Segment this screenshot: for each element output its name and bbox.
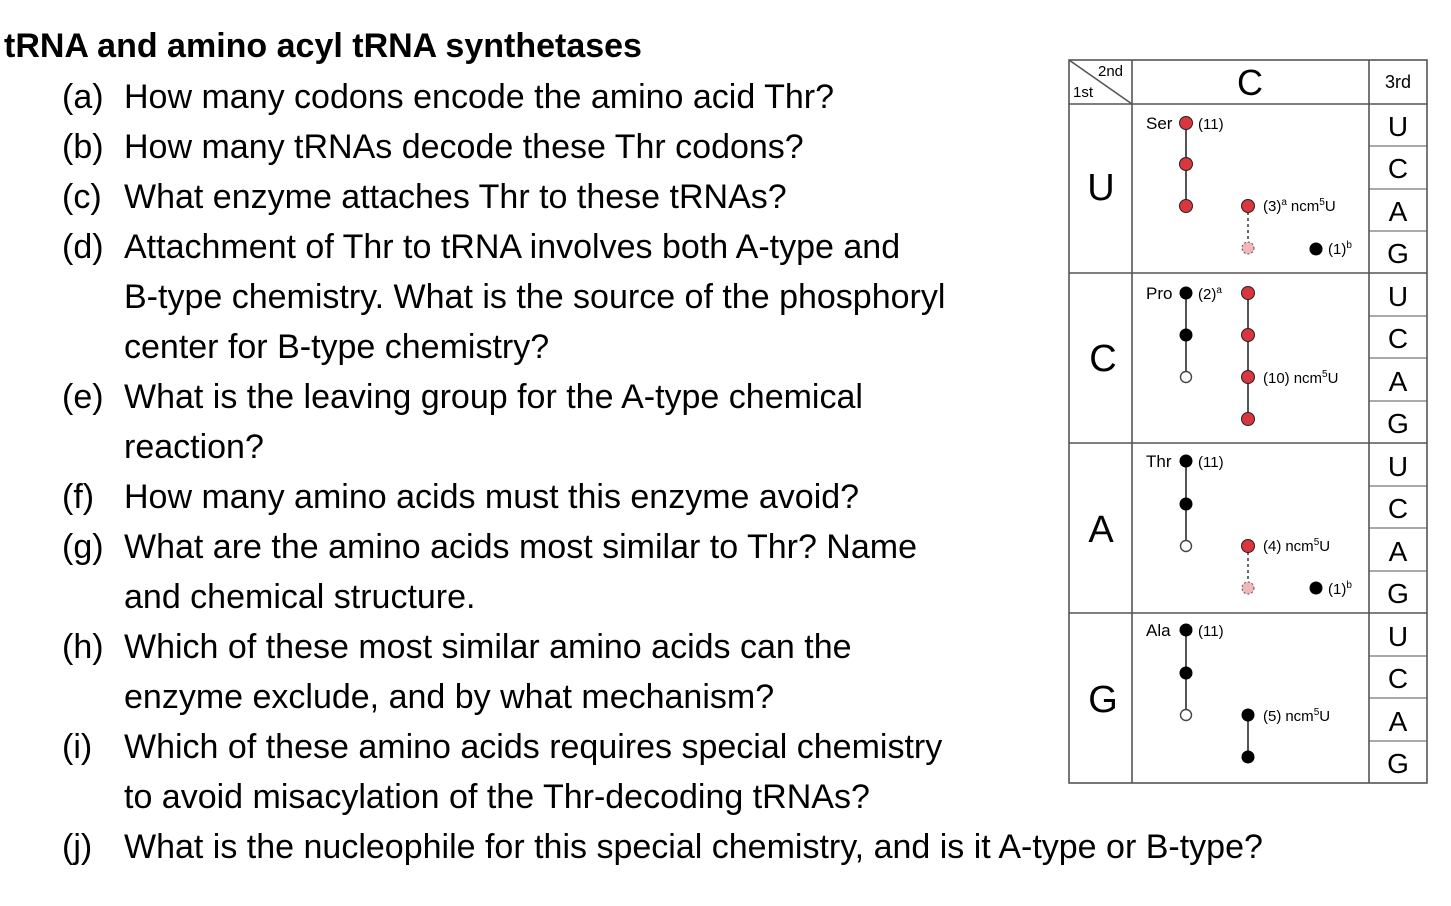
corner-first-label: 1st <box>1073 84 1094 101</box>
trna-dot-black <box>1180 329 1193 342</box>
third-base-cell: U <box>1387 451 1409 482</box>
question-line: enzyme exclude, and by what mechanism? <box>124 678 775 716</box>
question-a <box>62 72 1052 122</box>
trna-count-label: (11) <box>1198 454 1224 471</box>
trna-dot-red <box>1242 329 1255 342</box>
question-d <box>62 222 1052 372</box>
third-base-cell: C <box>1387 663 1409 694</box>
third-base-cell: C <box>1387 153 1409 184</box>
question-label: (f) <box>62 478 95 516</box>
modification-label: (5) ncm$^5$U <box>1263 707 1331 725</box>
question-j <box>62 822 1402 872</box>
question-label: (a) <box>62 78 104 116</box>
third-base-cell: A <box>1388 196 1408 227</box>
trna-dot-red <box>1242 413 1255 426</box>
third-base-cell: U <box>1387 111 1409 142</box>
question-line: What is the nucleophile for this special chemistry, and is it A-type or B-type? <box>124 828 1263 866</box>
third-base-cell: C <box>1387 323 1409 354</box>
third-base-cell: G <box>1387 238 1409 269</box>
third-base-header: 3rd <box>1384 72 1412 92</box>
question-line: How many tRNAs decode these Thr codons? <box>124 128 804 166</box>
trna-dot-red <box>1242 371 1255 384</box>
question-line: reaction? <box>124 428 264 466</box>
trna-dot-pink <box>1242 242 1254 254</box>
ser-trna-group <box>1146 114 1352 258</box>
trna-dot-open <box>1181 372 1192 383</box>
amino-acid-label: Pro <box>1146 284 1173 303</box>
question-label: (c) <box>62 178 102 216</box>
third-base-cell: A <box>1388 366 1408 397</box>
question-c <box>62 172 1052 222</box>
trna-count-label: (11) <box>1198 623 1224 640</box>
first-base-g: G <box>1088 679 1118 721</box>
question-g <box>62 522 1052 622</box>
trna-dot-red <box>1242 200 1255 213</box>
trna-dot-red <box>1242 540 1255 553</box>
question-label: (g) <box>62 528 104 566</box>
trna-dot-black <box>1180 287 1193 300</box>
trna-dot-black <box>1180 624 1193 637</box>
question-line: How many codons encode the amino acid Thr? <box>124 78 834 116</box>
thr-trna-group <box>1146 452 1352 598</box>
trna-dot-red <box>1180 117 1193 130</box>
trna-dot-black <box>1180 667 1193 680</box>
third-base-cell: C <box>1387 493 1409 524</box>
third-base-cell: U <box>1387 281 1409 312</box>
first-base-u: U <box>1087 167 1115 209</box>
modification-label: (10) ncm$^5$U <box>1263 369 1339 387</box>
corner-second-label: 2nd <box>1098 63 1124 80</box>
third-base-cell: G <box>1387 748 1409 779</box>
question-line: Which of these amino acids requires special chemistry <box>124 728 943 766</box>
trna-count-label: $(2)^a$ <box>1198 285 1222 303</box>
third-base-cell: A <box>1388 536 1408 567</box>
page-title: tRNA and amino acyl tRNA synthetases <box>4 27 642 65</box>
amino-acid-label: Ser <box>1146 114 1173 133</box>
second-base-header: C <box>1237 62 1263 103</box>
trna-dot-pink <box>1242 582 1254 594</box>
trna-dot-black <box>1242 751 1255 764</box>
question-line: and chemical structure. <box>124 578 476 616</box>
modification-label: $(1)^b$ <box>1328 580 1352 598</box>
question-f <box>62 472 1052 522</box>
question-label: (i) <box>62 728 93 766</box>
question-e <box>62 372 1052 472</box>
modification-label: $(3)^a$ ncm$^5$U <box>1263 197 1336 215</box>
question-h <box>62 622 1052 722</box>
question-label: (j) <box>62 828 93 866</box>
question-label: (e) <box>62 378 104 416</box>
question-line: How many amino acids must this enzyme avoid? <box>124 478 860 516</box>
question-line: What enzyme attaches Thr to these tRNAs? <box>124 178 787 216</box>
third-base-cell: G <box>1387 408 1409 439</box>
question-line: center for B-type chemistry? <box>124 328 550 366</box>
question-label: (d) <box>62 228 104 266</box>
third-base-cell: U <box>1387 621 1409 652</box>
question-line: Attachment of Thr to tRNA involves both A-type and <box>124 228 901 266</box>
question-line: Which of these most similar amino acids can the <box>124 628 852 666</box>
modification-label: (4) ncm$^5$U <box>1263 537 1331 555</box>
third-base-cell: G <box>1387 578 1409 609</box>
first-base-a: A <box>1088 509 1114 551</box>
trna-dot-black <box>1310 243 1323 256</box>
first-base-c: C <box>1089 338 1117 380</box>
trna-dot-black <box>1180 498 1193 511</box>
question-line: to avoid misacylation of the Thr-decoding tRNAs? <box>124 778 870 816</box>
question-i <box>62 722 1052 822</box>
trna-dot-open <box>1181 710 1192 721</box>
modification-label: $(1)^b$ <box>1328 240 1352 258</box>
ala-trna-group <box>1146 621 1330 764</box>
question-line: What is the leaving group for the A-type chemical <box>124 378 863 416</box>
question-label: (b) <box>62 128 104 166</box>
trna-dot-black <box>1242 709 1255 722</box>
question-line: B-type chemistry. What is the source of the phosphoryl <box>124 278 946 316</box>
question-b <box>62 122 1052 172</box>
trna-count-label: (11) <box>1198 116 1224 133</box>
trna-dot-black <box>1310 582 1323 595</box>
trna-dot-open <box>1181 541 1192 552</box>
question-line: What are the amino acids most similar to Thr? Name <box>124 528 917 566</box>
trna-dot-red <box>1180 158 1193 171</box>
codon-table-figure <box>1068 59 1430 785</box>
amino-acid-label: Ala <box>1146 621 1171 640</box>
trna-dot-black <box>1180 455 1193 468</box>
pro-trna-group <box>1146 284 1338 426</box>
amino-acid-label: Thr <box>1146 452 1172 471</box>
trna-dot-red <box>1180 200 1193 213</box>
third-base-cell: A <box>1388 706 1408 737</box>
question-label: (h) <box>62 628 104 666</box>
trna-dot-red <box>1242 287 1255 300</box>
